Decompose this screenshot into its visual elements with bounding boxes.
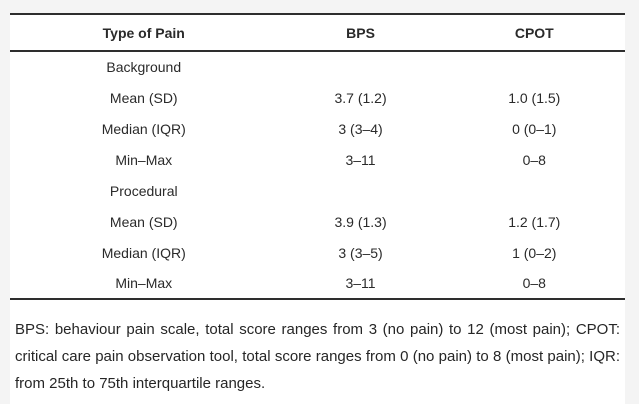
bps-value-cell: 3.7 (1.2) — [334, 89, 387, 106]
table-row-background-min-max — [10, 144, 625, 175]
cpot-value-cell: 0–8 — [522, 151, 546, 168]
bps-value-cell — [278, 175, 444, 206]
row-label-cell: Mean (SD) — [109, 89, 178, 106]
bps-value-cell: 3.9 (1.3) — [334, 213, 387, 230]
table-card — [10, 13, 625, 404]
bps-value-cell: 3–11 — [345, 275, 376, 291]
row-label-cell: Median (IQR) — [101, 244, 186, 261]
pain-scores-table — [10, 13, 625, 300]
table-header-row — [10, 14, 625, 51]
cpot-value-cell: 1 (0–2) — [512, 244, 557, 261]
table-row-background-mean-sd — [10, 82, 625, 113]
bps-value-cell — [278, 51, 444, 82]
cpot-value-cell: 0 (0–1) — [512, 120, 557, 137]
row-label-cell: Mean (SD) — [109, 213, 178, 230]
row-label-cell: Min–Max — [115, 151, 173, 168]
bps-value-cell: 3 (3–5) — [338, 244, 383, 261]
column-header-type-of-pain: Type of Pain — [10, 14, 278, 51]
table-row-section-background — [10, 51, 625, 82]
table-row-section-procedural — [10, 175, 625, 206]
cpot-value-cell: 1.2 (1.7) — [508, 213, 561, 230]
column-header-bps: BPS — [278, 14, 444, 51]
row-label-cell: Median (IQR) — [101, 120, 186, 137]
column-header-cpot: CPOT — [444, 14, 625, 51]
table-row-procedural-min-max — [10, 268, 625, 299]
table-footnote: BPS: behaviour pain scale, total score ranges from 3 (no pain) to 12 (most pain); CPOT: critical care pain observation tool, total score ranges from 0 (no pain) to 8 (most pain); IQR: from 25th to 75th interquartile ranges. — [15, 321, 620, 392]
table-row-procedural-median-iqr — [10, 237, 625, 268]
row-label-cell: Background — [106, 59, 182, 75]
bps-value-cell: 3 (3–4) — [338, 120, 383, 137]
cpot-value-cell: 0–8 — [522, 275, 546, 291]
cpot-value-cell: 1.0 (1.5) — [508, 89, 561, 106]
cpot-value-cell — [444, 175, 625, 206]
table-row-background-median-iqr — [10, 113, 625, 144]
row-label-cell: Procedural — [109, 182, 178, 199]
row-label-cell: Min–Max — [115, 275, 173, 291]
cpot-value-cell — [444, 51, 625, 82]
bps-value-cell: 3–11 — [345, 151, 376, 168]
table-row-procedural-mean-sd — [10, 206, 625, 237]
